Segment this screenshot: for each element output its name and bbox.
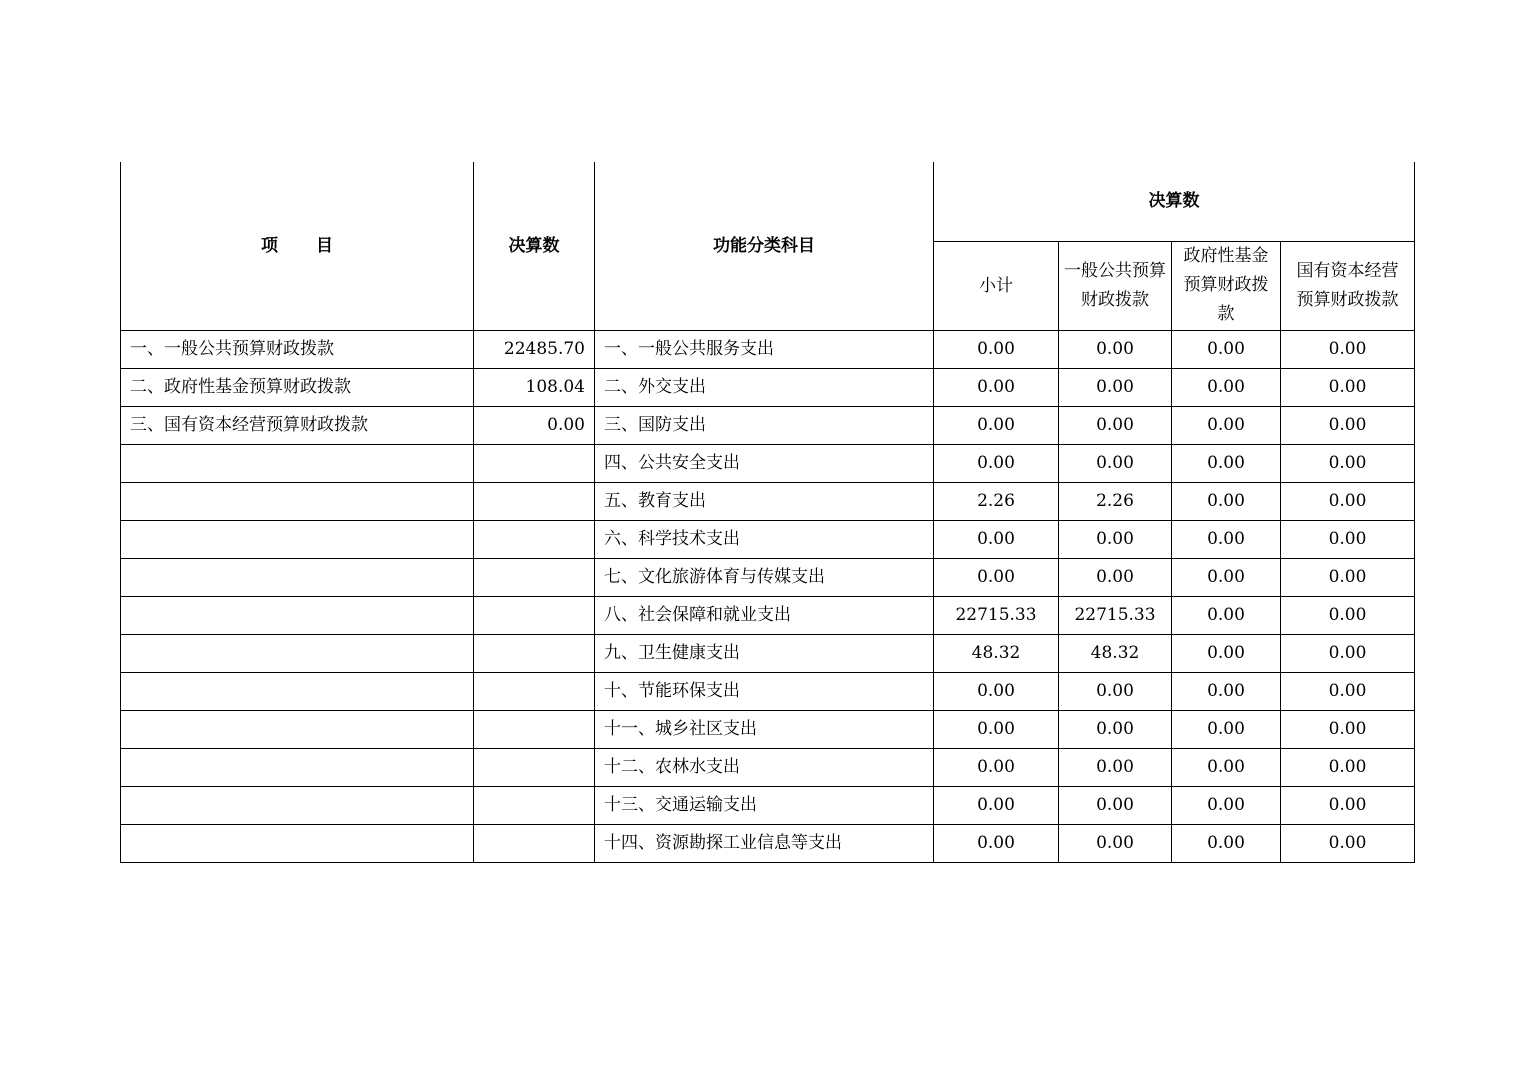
row-general: 0.00 [1059,330,1172,368]
table-body [121,330,1415,862]
row-amount [474,672,595,710]
row-amount [474,596,595,634]
row-category: 十一、城乡社区支出 [595,710,934,748]
row-subtotal: 0.00 [934,368,1059,406]
row-state-capital: 0.00 [1281,444,1415,482]
row-category: 八、社会保障和就业支出 [595,596,934,634]
row-item [121,596,474,634]
table-row [121,748,1415,786]
row-item: 一、一般公共预算财政拨款 [121,330,474,368]
row-general: 22715.33 [1059,596,1172,634]
row-gov-fund: 0.00 [1172,710,1281,748]
row-state-capital: 0.00 [1281,482,1415,520]
row-gov-fund: 0.00 [1172,330,1281,368]
header-item-char-2: 目 [316,235,333,256]
row-general: 0.00 [1059,444,1172,482]
row-subtotal: 0.00 [934,558,1059,596]
table-row [121,710,1415,748]
header-item [121,162,474,330]
row-category: 三、国防支出 [595,406,934,444]
row-general: 0.00 [1059,748,1172,786]
row-amount [474,634,595,672]
table-row [121,558,1415,596]
row-item [121,748,474,786]
row-state-capital: 0.00 [1281,672,1415,710]
row-gov-fund: 0.00 [1172,444,1281,482]
row-state-capital: 0.00 [1281,634,1415,672]
table-row [121,406,1415,444]
row-general: 0.00 [1059,558,1172,596]
row-gov-fund: 0.00 [1172,368,1281,406]
row-gov-fund: 0.00 [1172,558,1281,596]
table-row [121,824,1415,862]
row-state-capital: 0.00 [1281,748,1415,786]
row-item [121,824,474,862]
row-gov-fund: 0.00 [1172,520,1281,558]
row-general: 0.00 [1059,786,1172,824]
row-item: 三、国有资本经营预算财政拨款 [121,406,474,444]
row-category: 七、文化旅游体育与传媒支出 [595,558,934,596]
row-amount [474,710,595,748]
row-item [121,558,474,596]
row-subtotal: 0.00 [934,330,1059,368]
row-category: 九、卫生健康支出 [595,634,934,672]
row-amount: 108.04 [474,368,595,406]
table-row [121,634,1415,672]
row-amount [474,748,595,786]
row-amount [474,482,595,520]
row-subtotal: 0.00 [934,444,1059,482]
header-amount: 决算数 [474,162,595,330]
row-general: 0.00 [1059,368,1172,406]
row-category: 二、外交支出 [595,368,934,406]
row-gov-fund: 0.00 [1172,596,1281,634]
row-gov-fund: 0.00 [1172,672,1281,710]
table-row [121,368,1415,406]
table-row [121,672,1415,710]
row-item [121,444,474,482]
row-item: 二、政府性基金预算财政拨款 [121,368,474,406]
row-amount [474,558,595,596]
row-category: 十二、农林水支出 [595,748,934,786]
row-item [121,672,474,710]
table-row [121,520,1415,558]
row-general: 0.00 [1059,710,1172,748]
row-amount [474,520,595,558]
row-category: 十三、交通运输支出 [595,786,934,824]
row-gov-fund: 0.00 [1172,634,1281,672]
fiscal-appropriation-table [120,162,1415,863]
row-item [121,634,474,672]
header-final-amount-group: 决算数 [934,162,1415,241]
row-gov-fund: 0.00 [1172,482,1281,520]
row-amount: 0.00 [474,406,595,444]
row-gov-fund: 0.00 [1172,748,1281,786]
row-item [121,710,474,748]
header-function-category: 功能分类科目 [595,162,934,330]
row-category: 四、公共安全支出 [595,444,934,482]
row-state-capital: 0.00 [1281,786,1415,824]
row-gov-fund: 0.00 [1172,406,1281,444]
row-subtotal: 0.00 [934,786,1059,824]
row-subtotal: 0.00 [934,748,1059,786]
header-subtotal: 小计 [934,241,1059,330]
header-item-char-1: 项 [261,235,278,256]
row-gov-fund: 0.00 [1172,824,1281,862]
report-sheet [120,162,1414,863]
table-row [121,482,1415,520]
row-state-capital: 0.00 [1281,710,1415,748]
row-category: 五、教育支出 [595,482,934,520]
row-amount [474,824,595,862]
table-row [121,330,1415,368]
row-state-capital: 0.00 [1281,368,1415,406]
row-category: 十四、资源勘探工业信息等支出 [595,824,934,862]
row-category: 十、节能环保支出 [595,672,934,710]
row-state-capital: 0.00 [1281,330,1415,368]
row-general: 2.26 [1059,482,1172,520]
header-general-budget: 一般公共预算财政拨款 [1059,241,1172,330]
table-row [121,786,1415,824]
row-state-capital: 0.00 [1281,824,1415,862]
table-row [121,596,1415,634]
row-general: 0.00 [1059,824,1172,862]
row-amount [474,444,595,482]
row-general: 0.00 [1059,406,1172,444]
row-category: 一、一般公共服务支出 [595,330,934,368]
row-subtotal: 0.00 [934,406,1059,444]
header-gov-fund: 政府性基金预算财政拨款 [1172,241,1281,330]
row-general: 48.32 [1059,634,1172,672]
row-state-capital: 0.00 [1281,520,1415,558]
row-subtotal: 0.00 [934,824,1059,862]
row-gov-fund: 0.00 [1172,786,1281,824]
row-state-capital: 0.00 [1281,406,1415,444]
row-item [121,482,474,520]
row-subtotal: 0.00 [934,672,1059,710]
table-row [121,444,1415,482]
row-subtotal: 2.26 [934,482,1059,520]
row-subtotal: 48.32 [934,634,1059,672]
row-subtotal: 22715.33 [934,596,1059,634]
row-item [121,786,474,824]
row-item [121,520,474,558]
row-state-capital: 0.00 [1281,596,1415,634]
row-category: 六、科学技术支出 [595,520,934,558]
row-amount [474,786,595,824]
header-state-capital: 国有资本经营预算财政拨款 [1281,241,1415,330]
row-subtotal: 0.00 [934,710,1059,748]
row-subtotal: 0.00 [934,520,1059,558]
row-amount: 22485.70 [474,330,595,368]
row-general: 0.00 [1059,520,1172,558]
row-state-capital: 0.00 [1281,558,1415,596]
row-general: 0.00 [1059,672,1172,710]
